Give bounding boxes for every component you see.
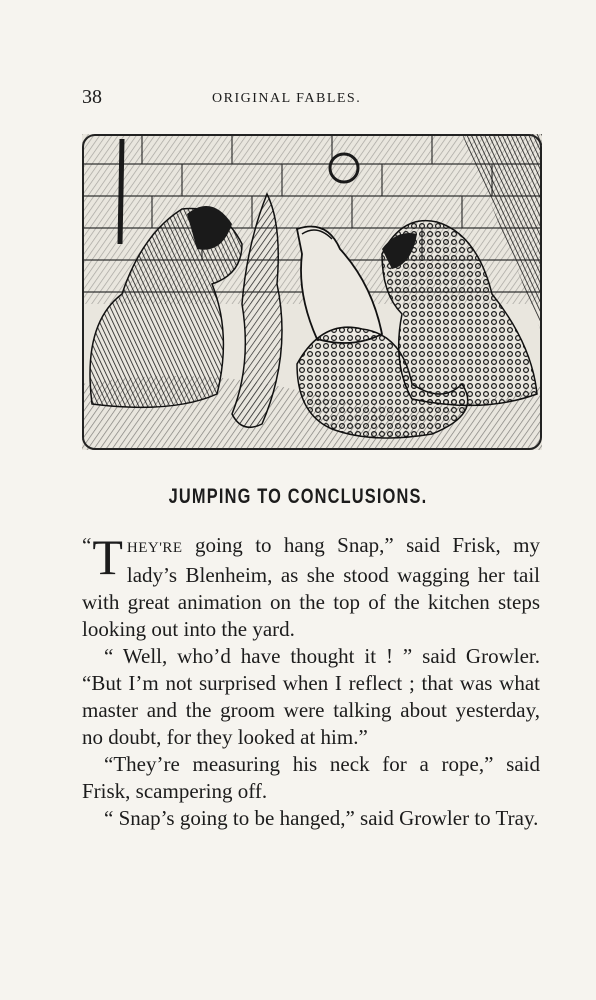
paragraph-2: “ Well, who’d have thought it ! ” said Growler. “But I’m not surprised when I reflect ; that was what master and the groom were talking about yesterday, no doubt, for they looked at him.”: [82, 644, 540, 749]
page-number: 38: [82, 86, 102, 108]
story-text: [82, 529, 540, 832]
running-title: ORIGINAL FABLES.: [212, 91, 362, 106]
drop-cap: T: [92, 529, 123, 585]
opening-quote: “: [82, 533, 92, 557]
story-title: JUMPING TO CONCLUSIONS.: [168, 485, 428, 508]
engraving-dogs-icon: [82, 134, 542, 450]
paragraph-3: “They’re measuring his neck for a rope,” said Frisk, scampering off.: [82, 752, 540, 803]
running-head: [82, 86, 542, 112]
paragraph-1-text: going to hang Snap,” said Frisk, my lady’s Blenheim, as she stood wagging her tail with great animation on the top of the kitchen steps looking out into the yard.: [82, 533, 540, 641]
paragraph-4: “ Snap’s going to be hanged,” said Growler to Tray.: [104, 806, 539, 830]
paragraph-1: [82, 529, 540, 643]
small-caps-word: HEY'RE: [126, 540, 183, 556]
